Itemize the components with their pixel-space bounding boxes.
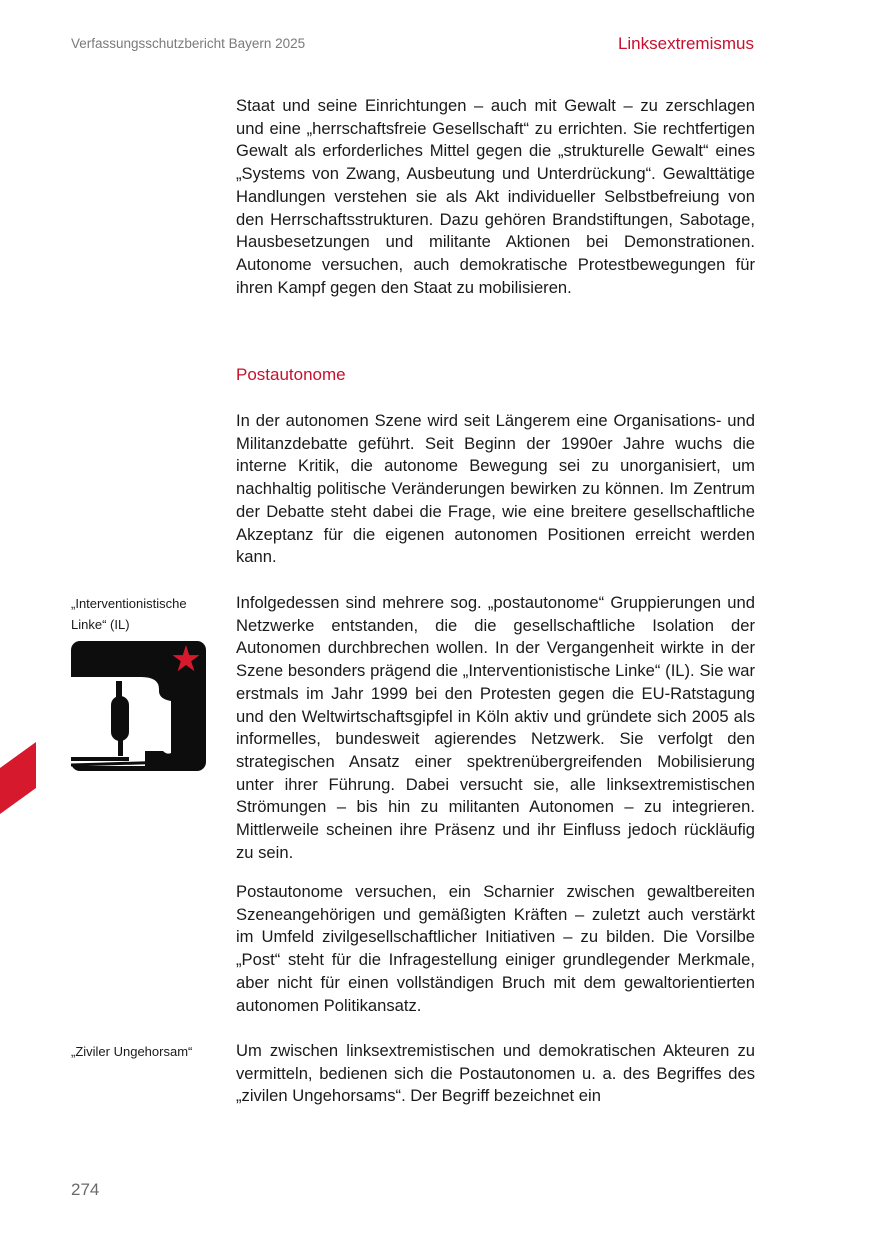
header-publication: Verfassungsschutzbericht Bayern 2025 <box>71 36 306 51</box>
paragraph-1: Staat und seine Einrichtungen – auch mit Gewalt – zu zerschlagen und eine „herrschaftsfreie Gesellschaft“ zu errichten. Sie rechtfertigen Gewalt als erforderliches Mittel gegen die „strukturelle Gewalt“ eines „Systems von Zwang, Ausbeutung und Unterdrückung“. Gewalttätige Handlungen verstehen sie als Akt individueller Selbstbefreiung von den Herrschaftsstrukturen. Dazu gehören Brandstiftungen, Sabotage, Hausbesetzungen und militante Aktionen bei Demonstrationen. Autonome versuchen, auch demokratische Protestbewegungen für ihren Kampf gegen den Staat zu mobilisieren. <box>236 96 755 297</box>
paragraph-3: Infolgedessen sind mehrere sog. „postautonome“ Gruppierungen und Netzwerke entstanden, die die gesellschaftliche Isolation der Autonomen durchbrechen wollen. In der Vergangenheit wirkte in der Szene besonders prägend die „Interventionistische Linke“ (IL). Sie war erstmals im Jahr 1999 bei den Protesten gegen die EU-Ratstagung und den Weltwirtschaftsgipfel in Köln aktiv und gründete sich 2005 als informelles, bundesweit agierendes Netzwerk. Sie verfolgt den strategischen Ansatz einer spektrenübergreifenden Mobilisierung unter ihrer Führung. Dabei versucht sie, alle linksextremistischen Strömungen – bis hin zu militanten Autonomen – zu integrieren. Mittlerweile scheinen ihre Präsenz und ihr Einfluss jedoch rückläufig zu sein. <box>236 593 755 862</box>
header-chapter: Linksextremismus <box>617 34 754 53</box>
page-number: 274 <box>71 1180 100 1199</box>
section-heading-postautonome: Postautonome <box>236 365 346 384</box>
margin-note-ungehorsam: „Ziviler Ungehorsam“ <box>71 1044 193 1059</box>
chapter-tab <box>0 742 36 814</box>
paragraph-2: In der autonomen Szene wird seit Längerem eine Organisations- und Militanzdebatte geführt. Seit Beginn der 1990er Jahre wuchs die interne Kritik, die autonome Bewegung sei zu unorganisiert, um nachhaltig politische Veränderungen bewirken zu können. Im Zentrum der Debatte steht dabei die Frage, wie eine breitere gesellschaftliche Akzeptanz für die eigenen autonomen Positionen erreicht werden kann. <box>236 411 755 567</box>
paragraph-5: Um zwischen linksextremistischen und demokratischen Akteuren zu vermitteln, bedienen sich die Postautonomen u. a. des Begriffes des „zivilen Ungehorsams“. Der Begriff bezeichnet ein <box>236 1041 755 1106</box>
paragraph-4: Postautonome versuchen, ein Scharnier zwischen gewaltbereiten Szeneangehörigen und gemäßigten Kräften – zuletzt auch verstärkt im Umfeld zivilgesellschaftlicher Initiativen – zu bilden. Die Vorsilbe „Post“ steht für die Infragestellung einiger grundlegender Merkmale, aber nicht für einen vollständigen Bruch mit dem gewaltorientierten autonomen Politikansatz. <box>236 882 755 1015</box>
margin-note-il: „Interventionistische Linke“ (IL) <box>71 596 187 632</box>
il-logo-icon <box>71 641 206 776</box>
